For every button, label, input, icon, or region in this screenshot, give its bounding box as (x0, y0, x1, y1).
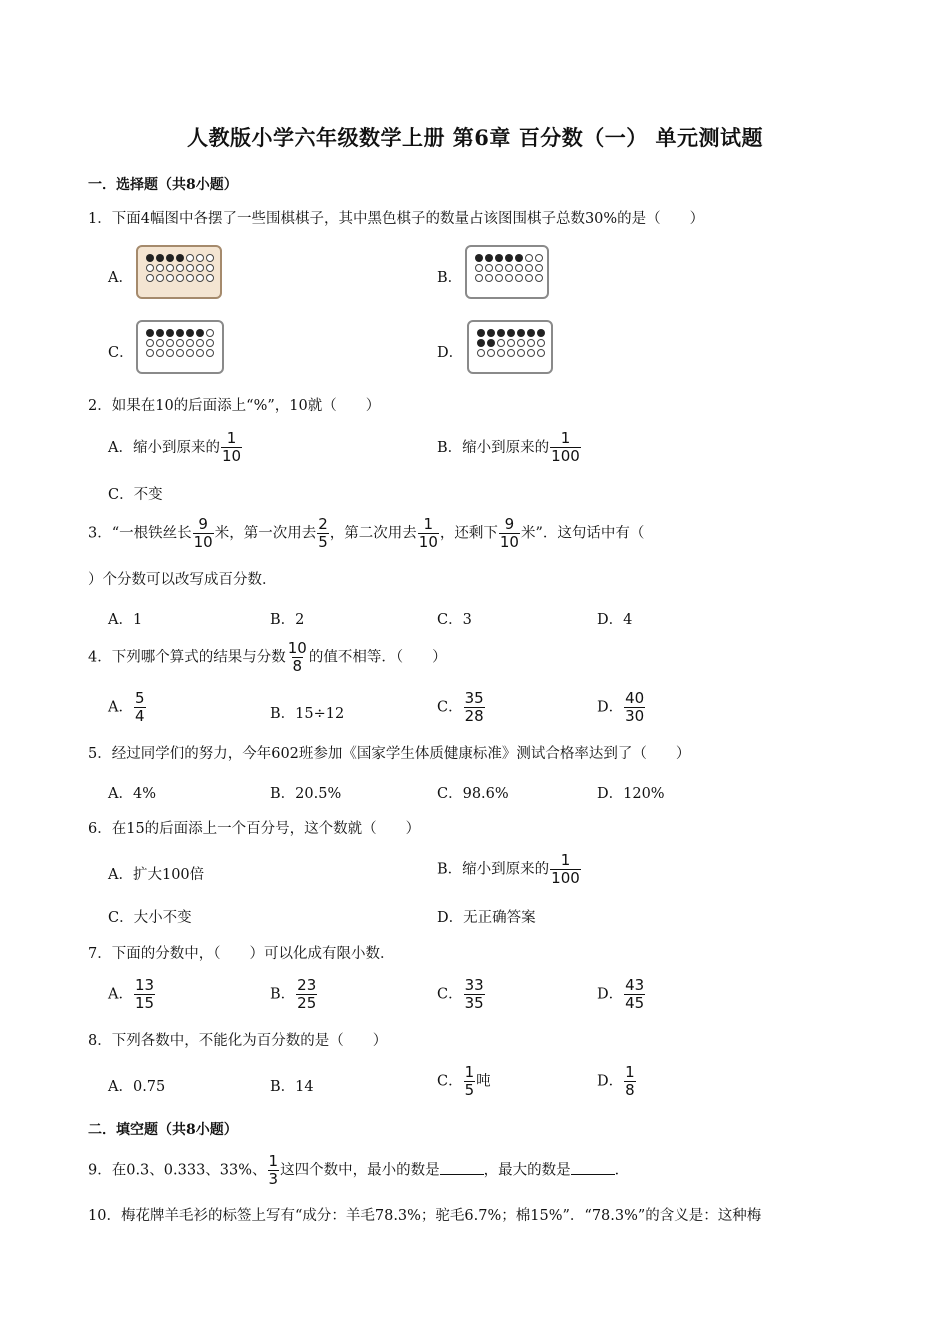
stone-row (146, 349, 222, 357)
black-stone (477, 329, 485, 337)
white-stone (475, 264, 483, 272)
white-stone (525, 264, 533, 272)
q1-option-c-label: C． (108, 345, 134, 361)
stone-row (146, 254, 220, 262)
white-stone (196, 274, 204, 282)
black-stone (505, 254, 513, 262)
white-stone (186, 339, 194, 347)
white-stone (515, 264, 523, 272)
numerator: 13 (134, 976, 155, 994)
white-stone (525, 274, 533, 282)
white-stone (515, 274, 523, 282)
numerator: 35 (464, 689, 484, 707)
question-1: 1．下面4幅图中各摆了一些围棋棋子，其中黑色棋子的数量占该图围棋子总数30%的是（ ） (88, 211, 705, 227)
q4-option-d-label: D． (597, 699, 624, 716)
denominator: 5 (318, 533, 328, 551)
black-stone (156, 329, 164, 337)
numerator: 1 (560, 429, 571, 447)
q4-option-a-fraction (134, 690, 146, 725)
white-stone (196, 254, 204, 262)
white-stone (156, 274, 164, 282)
white-stone (176, 264, 184, 272)
white-stone (206, 264, 214, 272)
white-stone (527, 339, 535, 347)
white-stone (176, 339, 184, 347)
black-stone (497, 329, 505, 337)
q3-part-4: ，还剩下 (439, 525, 498, 542)
stone-row (146, 264, 220, 272)
stone-row (477, 349, 551, 357)
stone-row (477, 339, 551, 347)
denominator: 30 (625, 707, 645, 725)
q7-option-b-fraction (296, 977, 317, 1012)
denominator: 10 (193, 533, 213, 551)
q7-option-c (437, 977, 486, 1012)
stone-row (146, 339, 222, 347)
q3-part-2: 米，第一次用去 (214, 525, 317, 542)
white-stone (497, 349, 505, 357)
section-heading-fill: 二．填空题（共8小题） (88, 1122, 238, 1138)
white-stone (495, 264, 503, 272)
white-stone (517, 349, 525, 357)
numerator: 5 (134, 689, 145, 707)
q3-fraction-3 (418, 516, 439, 551)
q4-option-b: B．15÷12 (270, 706, 345, 722)
denominator: 10 (418, 533, 438, 551)
white-stone (176, 274, 184, 282)
q6-option-b (437, 852, 582, 887)
q5-option-d: D．120% (597, 786, 665, 802)
numerator: 9 (504, 515, 515, 533)
denominator: 35 (464, 994, 484, 1012)
white-stone (525, 254, 533, 262)
q7-option-a (108, 977, 156, 1012)
q3-part-5: 米”．这句话中有（ (520, 525, 645, 542)
black-stone (527, 329, 535, 337)
q7-option-c-fraction (464, 977, 485, 1012)
white-stone (206, 339, 214, 347)
white-stone (206, 274, 214, 282)
question-3-line-2: ）个分数可以改写成百分数． (88, 572, 277, 588)
white-stone (196, 349, 204, 357)
question-4 (88, 640, 447, 675)
numerator: 33 (464, 976, 484, 994)
white-stone (505, 264, 513, 272)
q8-option-c (437, 1064, 491, 1099)
q8-option-d-fraction (624, 1064, 636, 1099)
q8-option-a: A．0.75 (108, 1079, 166, 1095)
black-stone (196, 329, 204, 337)
black-stone (146, 329, 154, 337)
black-stone (475, 254, 483, 262)
q1-option-a-board (136, 245, 222, 299)
denominator: 5 (464, 1081, 475, 1099)
white-stone (527, 349, 535, 357)
denominator: 10 (499, 533, 519, 551)
q2-option-c: C．不变 (108, 487, 163, 503)
q1-option-c-board (136, 320, 224, 374)
white-stone (166, 274, 174, 282)
q4-option-a (108, 690, 147, 725)
q9-text-pre: 9．在0.3、0.333、33%、 (88, 1162, 267, 1179)
denominator: 45 (625, 994, 645, 1012)
black-stone (146, 254, 154, 262)
q2-option-a-text: A．缩小到原来的 (108, 439, 220, 456)
q8-option-c-unit: 吨 (476, 1073, 491, 1090)
black-stone (537, 329, 545, 337)
black-stone (517, 329, 525, 337)
stone-row (475, 274, 547, 282)
denominator: 28 (464, 707, 484, 725)
q3-fraction-2 (317, 516, 329, 551)
q7-option-c-label: C． (437, 986, 463, 1003)
black-stone (156, 254, 164, 262)
white-stone (146, 339, 154, 347)
denominator: 4 (134, 707, 145, 725)
denominator: 25 (297, 994, 317, 1012)
numerator: 1 (625, 1063, 635, 1081)
q4-option-c (437, 690, 486, 725)
q1-option-b-board (465, 245, 549, 299)
black-stone (477, 339, 485, 347)
q1-option-d-label: D． (437, 345, 464, 361)
q4-fraction (287, 640, 308, 675)
white-stone (507, 349, 515, 357)
q2-option-a (108, 430, 243, 465)
black-stone (176, 329, 184, 337)
white-stone (176, 349, 184, 357)
white-stone (505, 274, 513, 282)
white-stone (156, 264, 164, 272)
black-stone (515, 254, 523, 262)
q7-option-d-fraction (624, 977, 645, 1012)
q3-fraction-1 (193, 516, 214, 551)
white-stone (156, 349, 164, 357)
white-stone (485, 264, 493, 272)
black-stone (495, 254, 503, 262)
q4-option-d (597, 690, 646, 725)
numerator: 1 (560, 851, 571, 869)
numerator: 1 (226, 429, 237, 447)
white-stone (186, 349, 194, 357)
stone-row (475, 264, 547, 272)
section-heading-choice: 一．选择题（共8小题） (88, 177, 238, 193)
q4-option-c-fraction (464, 690, 485, 725)
q9-text-mid: 这四个数中，最小的数是 (280, 1162, 440, 1179)
denominator: 100 (551, 869, 580, 887)
q7-option-a-label: A． (108, 986, 133, 1003)
q8-option-c-label: C． (437, 1073, 463, 1090)
white-stone (166, 264, 174, 272)
white-stone (495, 274, 503, 282)
white-stone (146, 264, 154, 272)
white-stone (206, 349, 214, 357)
white-stone (166, 339, 174, 347)
stone-row (146, 329, 222, 337)
white-stone (485, 274, 493, 282)
question-10: 10．梅花牌羊毛衫的标签上写有“成分：羊毛78.3%；驼毛6.7%；棉15%”．“78.3%”的含义是：这种梅 (88, 1208, 762, 1224)
question-6: 6．在15的后面添上一个百分号，这个数就（ ） (88, 821, 421, 837)
question-3-line-1 (88, 516, 644, 551)
white-stone (186, 264, 194, 272)
q1-option-d-board (467, 320, 553, 374)
q1-option-b-label: B． (437, 270, 463, 286)
denominator: 100 (551, 447, 580, 465)
q9-text-mid2: ，最大的数是 (483, 1162, 571, 1179)
q4-option-a-label: A． (108, 699, 133, 716)
white-stone (206, 254, 214, 262)
white-stone (146, 349, 154, 357)
q7-option-b (270, 977, 318, 1012)
question-2: 2．如果在10的后面添上“%”，10就（ ） (88, 398, 381, 414)
white-stone (537, 349, 545, 357)
white-stone (497, 339, 505, 347)
q5-option-a: A．4% (108, 786, 156, 802)
answer-blank-min[interactable] (440, 1160, 484, 1175)
q3-option-b: B．2 (270, 612, 305, 628)
black-stone (507, 329, 515, 337)
white-stone (156, 339, 164, 347)
q8-option-c-fraction (464, 1064, 476, 1099)
white-stone (507, 339, 515, 347)
black-stone (487, 339, 495, 347)
q3-part-1: 3．“一根铁丝长 (88, 525, 192, 542)
q5-option-b: B．20.5% (270, 786, 342, 802)
q8-option-d-label: D． (597, 1073, 624, 1090)
denominator: 10 (221, 447, 242, 465)
black-stone (186, 329, 194, 337)
numerator: 1 (423, 515, 434, 533)
white-stone (517, 339, 525, 347)
q3-option-a: A．1 (108, 612, 143, 628)
numerator: 1 (268, 1152, 279, 1170)
denominator: 15 (134, 994, 155, 1012)
white-stone (475, 274, 483, 282)
white-stone (166, 349, 174, 357)
question-5: 5．经过同学们的努力，今年602班参加《国家学生体质健康标准》测试合格率达到了（ ） (88, 746, 691, 762)
white-stone (535, 254, 543, 262)
q5-option-c: C．98.6% (437, 786, 509, 802)
q4-text-pre: 4．下列哪个算式的结果与分数 (88, 649, 286, 666)
q8-option-b: B．14 (270, 1079, 314, 1095)
numerator: 40 (625, 689, 645, 707)
q7-option-d (597, 977, 646, 1012)
page-title: 人教版小学六年级数学上册 第6章 百分数（一） 单元测试题 (186, 125, 764, 150)
white-stone (146, 274, 154, 282)
white-stone (186, 254, 194, 262)
denominator: 8 (292, 657, 303, 675)
white-stone (535, 274, 543, 282)
denominator: 8 (625, 1081, 635, 1099)
denominator: 3 (268, 1170, 279, 1188)
black-stone (166, 254, 174, 262)
white-stone (535, 264, 543, 272)
q9-fraction (268, 1153, 280, 1188)
q6-option-b-text: B．缩小到原来的 (437, 861, 550, 878)
numerator: 10 (287, 639, 307, 657)
question-8: 8．下列各数中，不能化为百分数的是（ ） (88, 1033, 388, 1049)
black-stone (176, 254, 184, 262)
white-stone (206, 329, 214, 337)
black-stone (485, 254, 493, 262)
q3-option-d: D．4 (597, 612, 633, 628)
numerator: 43 (625, 976, 645, 994)
q3-fraction-4 (499, 516, 520, 551)
q6-option-c: C．大小不变 (108, 910, 192, 926)
question-7: 7．下面的分数中，（ ）可以化成有限小数． (88, 946, 395, 962)
numerator: 9 (198, 515, 208, 533)
q9-text-end: ． (614, 1162, 630, 1179)
q2-option-b-fraction (550, 430, 581, 465)
black-stone (166, 329, 174, 337)
question-9 (88, 1153, 629, 1188)
q3-option-c: C．3 (437, 612, 472, 628)
stone-row (475, 254, 547, 262)
white-stone (196, 264, 204, 272)
white-stone (477, 349, 485, 357)
q7-option-a-fraction (134, 977, 155, 1012)
q4-text-post: 的值不相等．（ ） (308, 649, 447, 666)
q8-option-d (597, 1064, 637, 1099)
white-stone (537, 339, 545, 347)
q3-part-3: ，第二次用去 (329, 525, 417, 542)
numerator: 23 (297, 976, 317, 994)
stone-row (477, 329, 551, 337)
q6-option-b-fraction (550, 852, 581, 887)
q4-option-c-label: C． (437, 699, 463, 716)
numerator: 2 (318, 515, 328, 533)
q6-option-d: D．无正确答案 (437, 910, 536, 926)
q7-option-d-label: D． (597, 986, 624, 1003)
white-stone (196, 339, 204, 347)
q4-option-d-fraction (624, 690, 645, 725)
answer-blank-max[interactable] (571, 1160, 615, 1175)
q6-option-a: A．扩大100倍 (108, 867, 205, 883)
stone-row (146, 274, 220, 282)
q2-option-a-fraction (221, 430, 242, 465)
numerator: 1 (464, 1063, 475, 1081)
q1-option-a-label: A． (108, 270, 133, 286)
q2-option-b (437, 430, 582, 465)
white-stone (186, 274, 194, 282)
white-stone (487, 349, 495, 357)
q7-option-b-label: B． (270, 986, 296, 1003)
q2-option-b-text: B．缩小到原来的 (437, 439, 550, 456)
black-stone (487, 329, 495, 337)
